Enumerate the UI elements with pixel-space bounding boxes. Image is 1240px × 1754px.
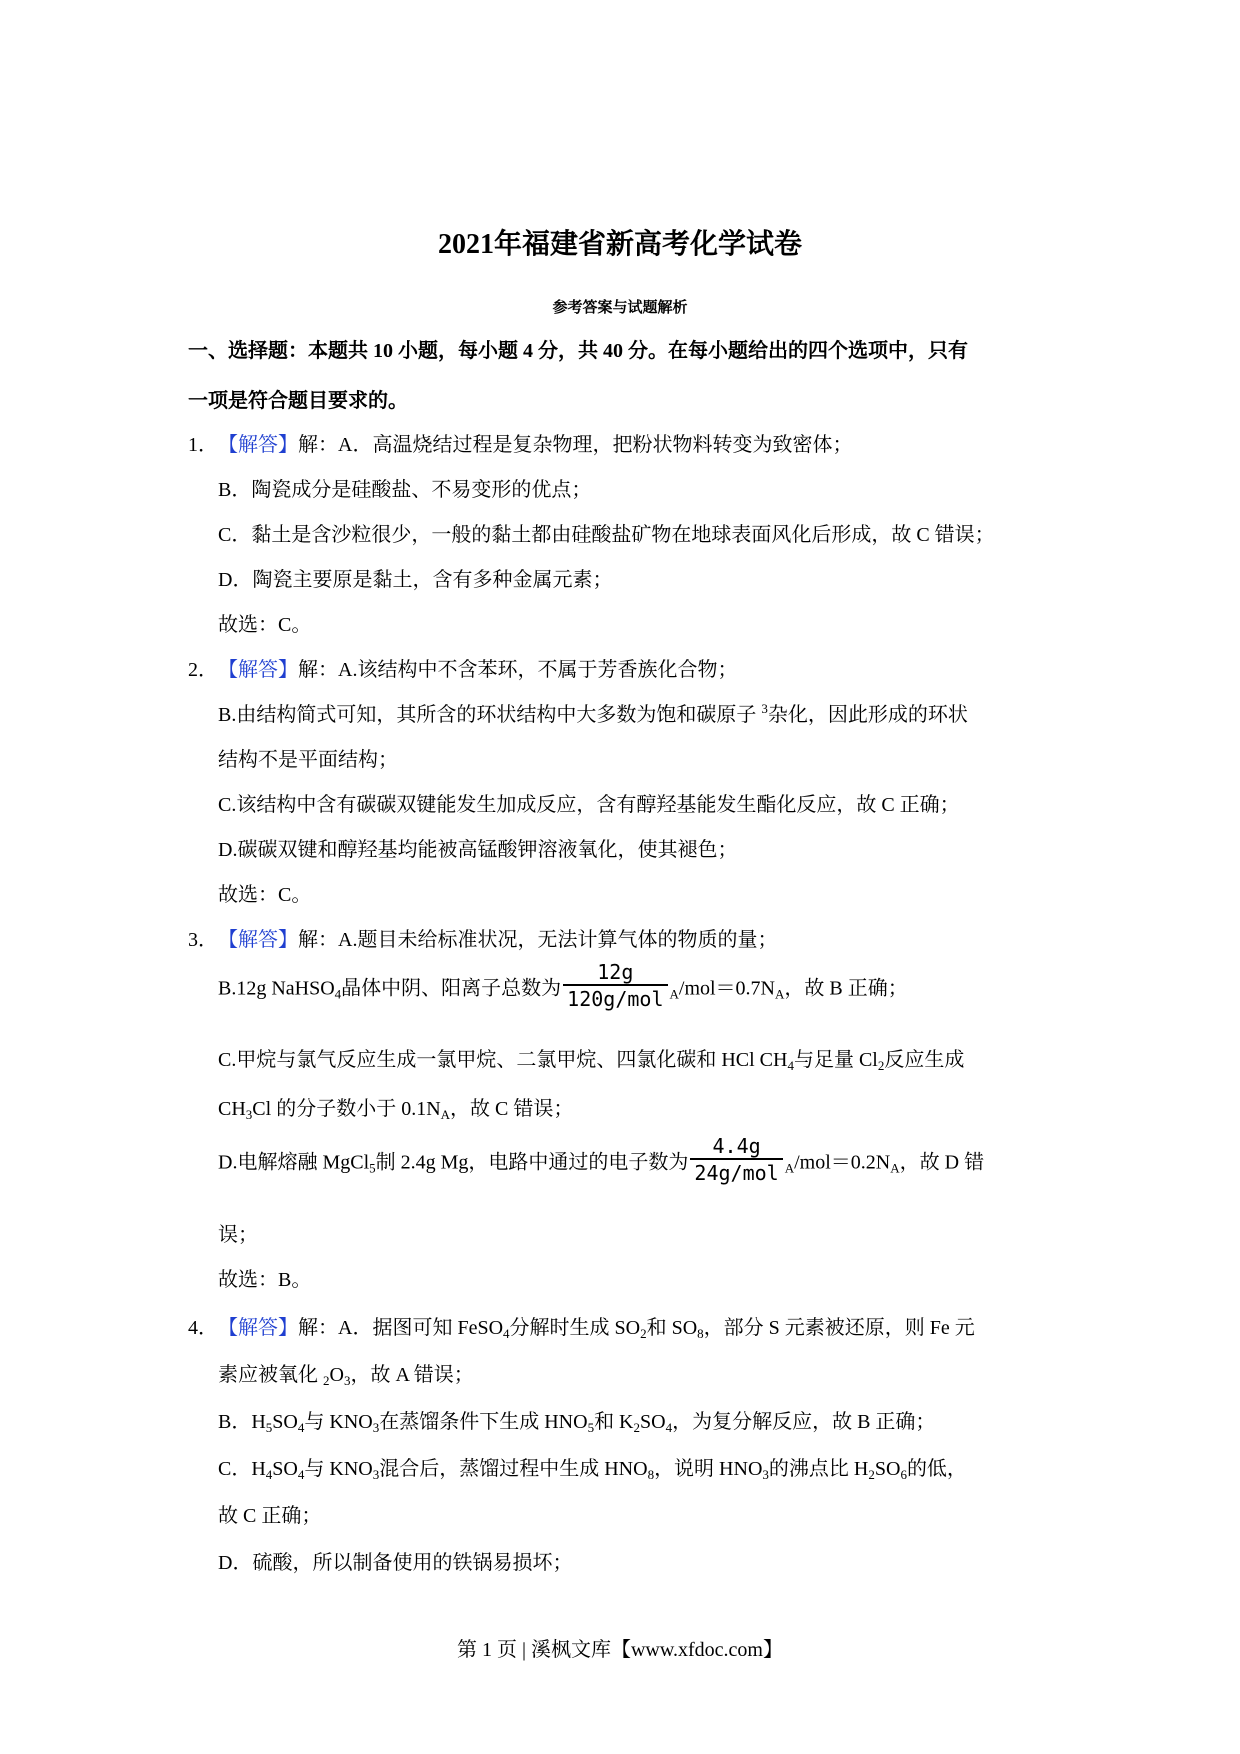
- question-3-number: 3．: [188, 929, 218, 951]
- question-3-line-d2: 误；: [218, 1224, 258, 1246]
- question-2-line-b2: 结构不是平面结构；: [218, 749, 398, 771]
- question-3-line-b: B.12g NaHSO$_4$晶体中阴、阳离子总数为 $\frac{12g}{\text{120g/mol}}$ $_A/mol=0.7N_A$，故 B 正确；: [218, 960, 908, 1011]
- question-4-line-b: B．$H_5SO_4$与 $KNO_3$在蒸馏条件下生成 $HNO_5$和 $K_2SO_4$，为复分解反应，故 B 正确；: [218, 1411, 936, 1435]
- question-1-number: 1．: [188, 434, 218, 456]
- answer-tag: 【解答】: [218, 1317, 298, 1339]
- question-1-line-a: 【解答】解：A．高温烧结过程是复杂物理，把粉状物料转变为致密体；: [218, 434, 853, 456]
- answer-tag: 【解答】: [218, 929, 298, 951]
- question-3-line-d: D.电解熔融 MgCl$_5$制 2.4g Mg，电路中通过的电子数为 $\frac{4.4g}{\text{24g/mol}}$ $_A/mol=0.2N_A$，故 D 错: [218, 1134, 985, 1185]
- fraction-d: $\frac{4.4g}{\text{24g/mol}}$: [690, 1134, 782, 1186]
- question-3-line-a: 【解答】解：A.题目未给标准状况，无法计算气体的物质的量；: [218, 929, 778, 951]
- section-heading-line2: 一项是符合题目要求的。: [188, 390, 408, 412]
- question-2-line-a: 【解答】解：A.该结构中不含苯环，不属于芳香族化合物；: [218, 659, 738, 681]
- question-2-line-d: D.碳碳双键和醇羟基均能被高锰酸钾溶液氧化，使其褪色；: [218, 839, 738, 861]
- question-2-line-c: C.该结构中含有碳碳双键能发生加成反应，含有醇羟基能发生酯化反应，故 C 正确；: [218, 794, 960, 816]
- page-subtitle: 参考答案与试题解析: [552, 300, 688, 316]
- question-3-line-c2: $CH_3Cl$ 的分子数小于 $0.1N_A$，故 C 错误；: [218, 1098, 574, 1122]
- answer-tag: 【解答】: [218, 659, 298, 681]
- question-1-line-d: D．陶瓷主要原是黏土，含有多种金属元素；: [218, 569, 613, 591]
- section-heading-line1: 一、选择题：本题共 10 小题，每小题 4 分，共 40 分。在每小题给出的四个选项中，只有: [188, 340, 968, 362]
- question-4-line-c2: 故 C 正确；: [218, 1505, 322, 1527]
- question-2-number: 2．: [188, 659, 218, 681]
- answer-tag: 【解答】: [218, 434, 298, 456]
- question-1-line-c: C．黏土是含沙粒很少，一般的黏土都由硅酸盐矿物在地球表面风化后形成，故 C 错误；: [218, 524, 995, 546]
- question-2-answer: 故选：C。: [218, 884, 312, 906]
- question-4-line-d: D．硫酸，所以制备使用的铁锅易损坏；: [218, 1552, 573, 1574]
- fraction-b: $\frac{12g}{\text{120g/mol}}$: [563, 960, 667, 1012]
- question-3-line-c1: C.甲烷与氯气反应生成一氯甲烷、二氯甲烷、四氯化碳和 HCl $CH_4$与足量 $Cl_2$反应生成: [218, 1049, 965, 1073]
- question-3-answer: 故选：B。: [218, 1269, 312, 1291]
- question-4-line-c1: C．$H_4SO_4$与 $KNO_3$混合后，蒸馏过程中生成 $HNO_8$，说明 $HNO_3$的沸点比 $H_2SO_6$的低，: [218, 1458, 967, 1482]
- question-4-line-a1: 【解答】解：A．据图可知 FeSO$_4$分解时生成 $SO_2$和 $SO_8$，部分 S 元素被还原，则 Fe 元: [218, 1317, 975, 1341]
- question-1-answer: 故选：C。: [218, 614, 312, 636]
- page-title: 2021年福建省新高考化学试卷: [437, 229, 802, 260]
- question-2-line-b1: B.由结构简式可知，其所含的环状结构中大多数为饱和碳原子 $^3$杂化，因此形成的环状: [218, 701, 968, 726]
- question-4-line-a2: 素应被氧化 $_2O_3$，故 A 错误；: [218, 1364, 474, 1388]
- page-footer: 第 1 页 | 溪枫文库【www.xfdoc.com】: [456, 1639, 783, 1661]
- question-4-number: 4．: [188, 1317, 218, 1339]
- question-1-line-b: B．陶瓷成分是硅酸盐、不易变形的优点；: [218, 479, 592, 501]
